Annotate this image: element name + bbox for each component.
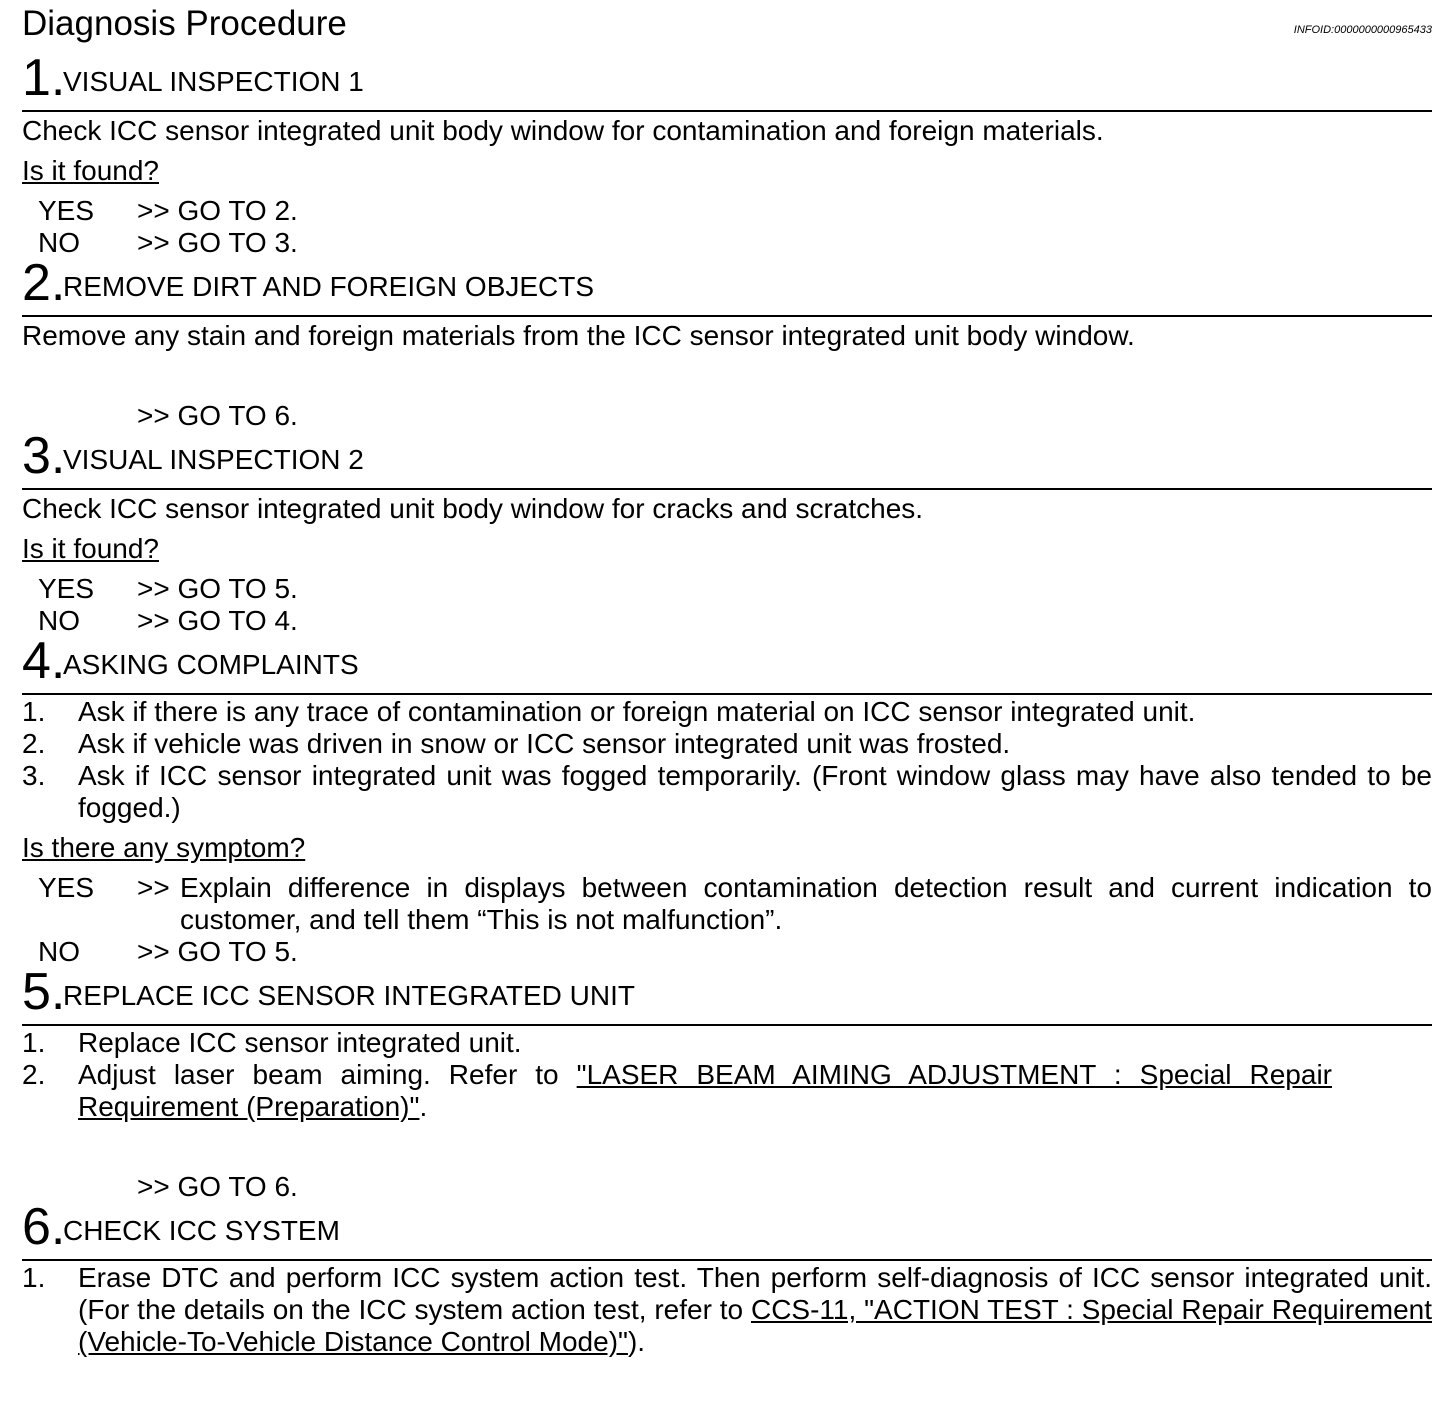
numbered-list [22,1262,1432,1358]
step-text: Remove any stain and foreign materials from the ICC sensor integrated unit body window. [22,320,1135,351]
answer-key: YES [38,872,95,903]
step-number: 2. [22,254,66,312]
reference-link[interactable]: "LASER BEAM AIMING ADJUSTMENT : Special Repair Requirement (Preparation)" [78,1059,1332,1122]
answer-goto: >> GO TO 2. [137,195,298,226]
step-text: Check ICC sensor integrated unit body window for contamination and foreign materials. [22,115,1104,146]
list-text-end: ). [627,1326,646,1357]
step-title: CHECK ICC SYSTEM [63,1215,340,1246]
step-4 [22,632,1432,968]
answer-no [22,605,1432,637]
step-title: REMOVE DIRT AND FOREIGN OBJECTS [63,271,595,302]
answer-no [22,936,1432,968]
list-text: Adjust laser beam aiming. Refer to [78,1059,577,1090]
answer-yes [22,195,1432,227]
list-item [22,728,1432,760]
reference-link[interactable]: CCS-11, "ACTION TEST : Special Repair Requirement (Vehicle-To-Vehicle Distance Control Mode)" [78,1294,1432,1357]
list-text-end: . [419,1091,428,1122]
step-header [22,963,1432,1026]
step-2 [22,254,1432,432]
step-header [22,632,1432,695]
answer-yes [22,573,1432,605]
list-text: Replace ICC sensor integrated unit. [78,1027,522,1058]
step-question: Is there any symptom? [22,832,306,863]
list-item [22,760,1432,824]
step-title: REPLACE ICC SENSOR INTEGRATED UNIT [63,980,636,1011]
step-question: Is it found? [22,155,159,186]
step-header [22,49,1432,112]
page-title: Diagnosis Procedure [22,4,347,43]
step-number: 1. [22,49,66,107]
step-header [22,254,1432,317]
list-number: 3. [22,760,46,791]
document-page [22,0,1432,1358]
step-title: ASKING COMPLAINTS [63,649,359,680]
answer-key: NO [38,227,80,258]
numbered-list [22,696,1432,824]
answer-goto: >> GO TO 3. [137,227,298,258]
step-goto: >> GO TO 6. [137,1171,298,1202]
numbered-list [22,1027,1432,1123]
answer-list [22,864,1432,968]
step-number: 6. [22,1198,66,1256]
list-item [22,1027,1432,1059]
step-question: Is it found? [22,533,159,564]
answer-goto: >> GO TO 5. [137,573,298,604]
info-id: INFOID:0000000000965433 [1293,24,1432,36]
answer-yes [22,872,1432,936]
answer-key: NO [38,936,80,967]
answer-goto: >> GO TO 5. [137,936,298,967]
answer-no [22,227,1432,259]
list-number: 1. [22,696,46,727]
list-number: 2. [22,728,46,759]
step-header [22,1198,1432,1261]
list-number: 2. [22,1059,46,1090]
step-6 [22,1198,1432,1358]
step-title: VISUAL INSPECTION 2 [63,444,364,475]
document-header [22,0,1432,54]
list-text: Erase DTC and perform ICC system action test. Then perform self-diagnosis of ICC sensor integrated unit. (For the details on the ICC system action test, refer to [78,1262,1432,1325]
step-header [22,427,1432,490]
list-text: Ask if ICC sensor integrated unit was fogged temporarily. (Front window glass may have also tended to be fogged.) [78,760,1432,823]
answer-key: YES [38,195,95,226]
step-number: 5. [22,963,66,1021]
step-5 [22,963,1432,1203]
list-text: Ask if vehicle was driven in snow or ICC sensor integrated unit was frosted. [78,728,1011,759]
list-number: 1. [22,1262,46,1293]
list-number: 1. [22,1027,46,1058]
step-1 [22,49,1432,259]
step-number: 3. [22,427,66,485]
answer-key: YES [38,573,95,604]
answer-goto: >> [137,872,170,903]
step-goto: >> GO TO 6. [137,400,298,431]
step-text: Check ICC sensor integrated unit body window for cracks and scratches. [22,493,924,524]
step-3 [22,427,1432,637]
answer-list [22,187,1432,259]
list-text: Ask if there is any trace of contamination or foreign material on ICC sensor integrated unit. [78,696,1196,727]
answer-goto: >> GO TO 4. [137,605,298,636]
answer-key: NO [38,605,80,636]
list-item [22,696,1432,728]
list-item [22,1059,1432,1123]
step-title: VISUAL INSPECTION 1 [63,66,364,97]
answer-list [22,565,1432,637]
step-number: 4. [22,632,66,690]
list-item [22,1262,1432,1358]
answer-text: Explain difference in displays between contamination detection result and current indication to customer, and tell them “This is not malfunction”. [180,872,1432,935]
